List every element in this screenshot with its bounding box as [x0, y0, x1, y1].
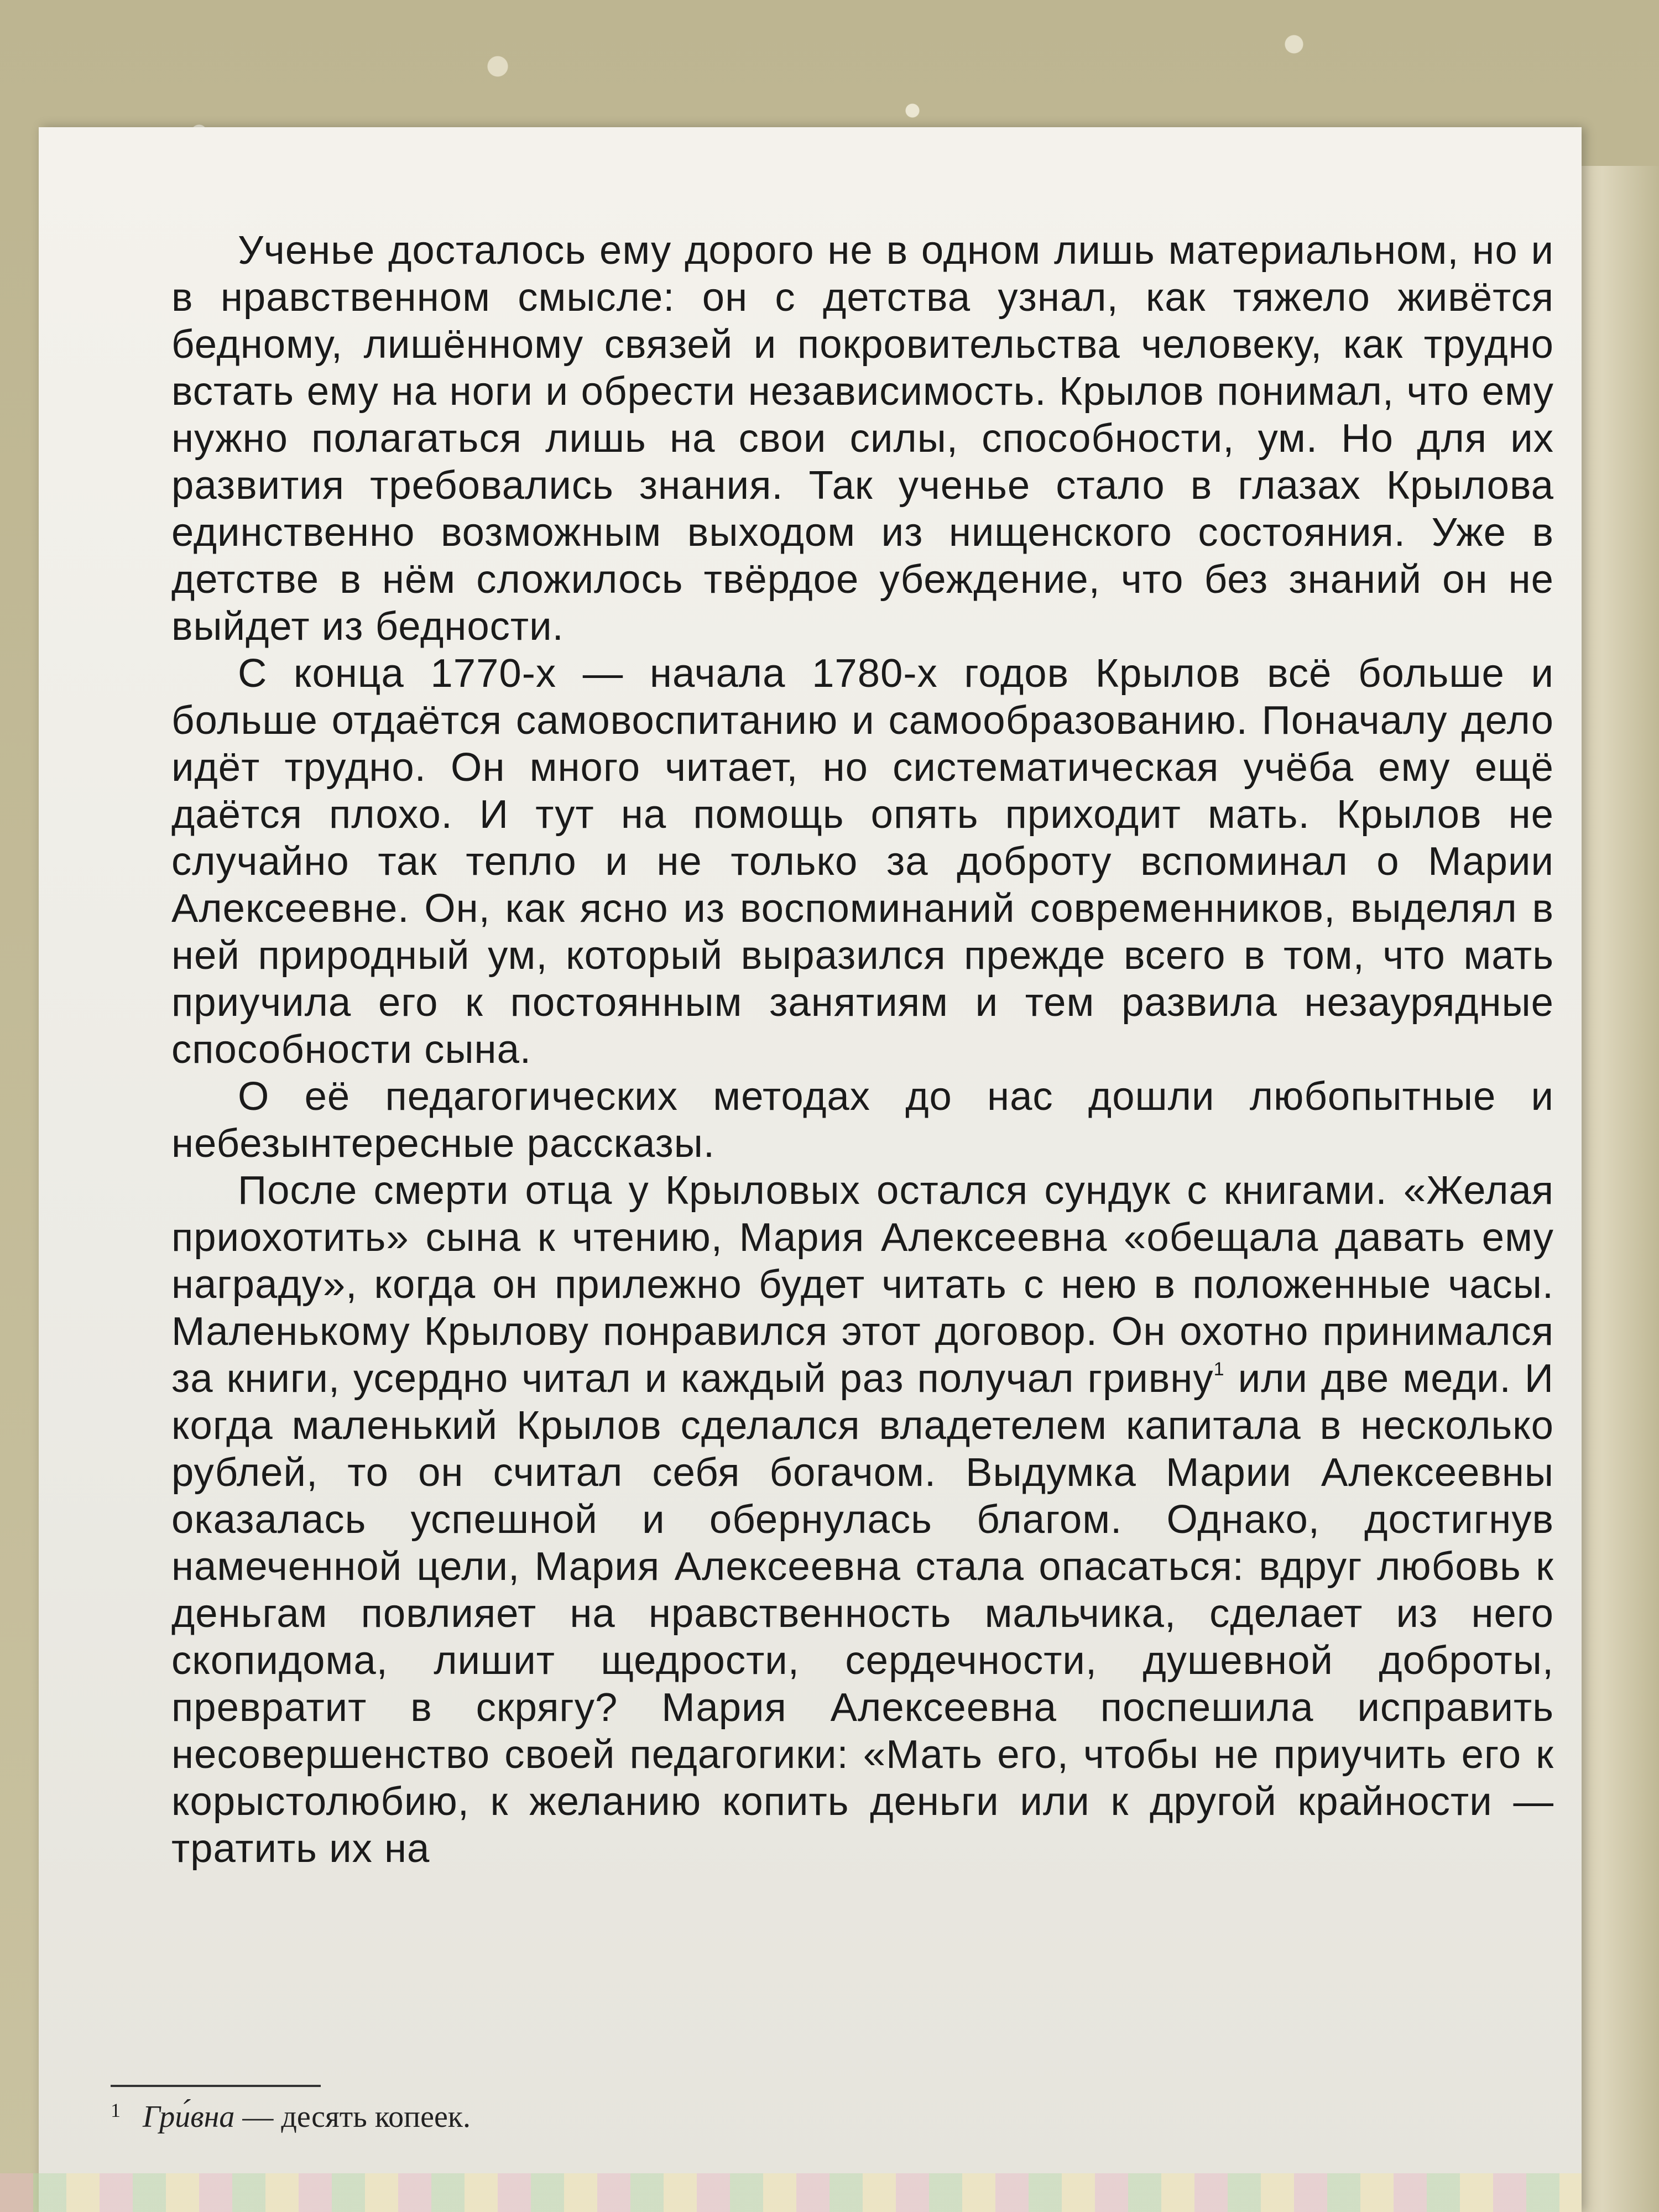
- paragraph-4-part-2: или две меди. И когда маленький Крылов сделался владетелем капитала в несколько рублей, то он считал себя богачом. Выдумка Марии Алексеевны оказалась успешной и обернулась благом. Однако, достигнув намеченной цели, Мария Алексеевна стала опасаться: вдруг любовь к деньгам повлияет на нравственность мальчика, сделает из него скопидома, лишит щедрости, сердечности, душевной доброты, превратит в скрягу? Мария Алексеевна поспешила исправить несовершенство своей педагогики: «Мать его, чтобы не приучить его к корыстолюбию, к желанию копить деньги или к другой крайности — тратить их на: [171, 1356, 1554, 1871]
- book-page: [39, 127, 1582, 2212]
- footnote: [111, 2099, 471, 2135]
- paragraph-3: О её педагогических методах до нас дошли любопытные и небезынтересные рассказы.: [171, 1074, 1554, 1166]
- footnote-definition: — десять копеек.: [234, 2100, 471, 2134]
- paragraph-2: С конца 1770-х — начала 1780-х годов Крылов всё больше и больше отдаётся самовоспитанию и самообразованию. Поначалу дело идёт трудно. Он много читает, но систематическая учёба ему ещё даётся плохо. И тут на помощь опять приходит мать. Крылов не случайно так тепло и не только за доброту вспоминал о Марии Алексеевне. Он, как ясно из воспоминаний современников, выделял в ней природный ум, который выразился прежде всего в том, что мать приучила его к постоянным занятиям и тем развила незаурядные способности сына.: [171, 651, 1554, 1072]
- footnote-divider: [111, 2085, 321, 2087]
- footnote-reference: 1: [1213, 1359, 1225, 1380]
- body-text: [171, 227, 1554, 1872]
- paragraph-4: [171, 1167, 1554, 1872]
- bottom-decoration: [0, 2173, 1582, 2212]
- paragraph-4-part-1: После смерти отца у Крыловых остался сундук с книгами. «Желая приохотить» сына к чтению, Мария Алексеевна «обещала давать ему награду», когда он прилежно будет читать с нею в положенные часы. Маленькому Крылову понравился этот договор. Он охотно принимался за книги, усердно читал и каждый раз получал гривну: [171, 1168, 1554, 1401]
- paragraph-1: Ученье досталось ему дорого не в одном лишь материальном, но и в нравственном смысле: он с детства узнал, как тяжело живётся бедному, лишённому связей и покровительства человеку, как трудно встать ему на ноги и обрести независимость. Крылов понимал, что ему нужно полагаться лишь на свои силы, способности, ум. Но для их развития требовались знания. Так ученье стало в глазах Крылова единственно возможным выходом из нищенского состояния. Уже в детстве в нём сложилось твёрдое убеждение, что без знаний он не выйдет из бедности.: [171, 228, 1554, 649]
- footnote-number: 1: [111, 2099, 121, 2121]
- footnote-term: Гри́вна: [143, 2100, 235, 2134]
